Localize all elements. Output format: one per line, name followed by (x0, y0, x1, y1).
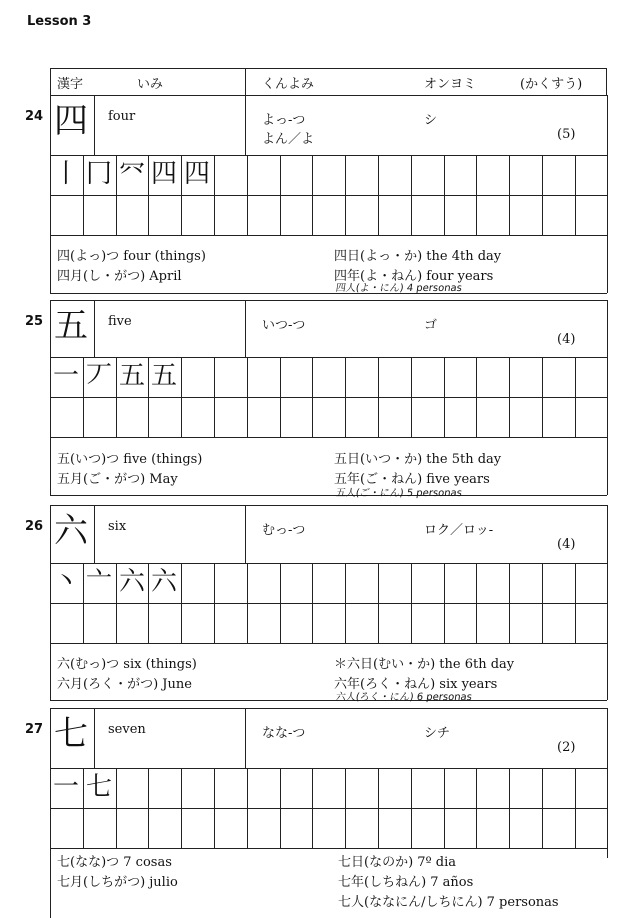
practice-grid-cell (345, 768, 346, 848)
grid-line (50, 808, 607, 809)
entry-left-border (50, 708, 51, 918)
practice-grid-cell (444, 563, 445, 643)
entry-right-border (607, 505, 608, 700)
entry-bottom-border (50, 495, 607, 496)
practice-grid-cell (83, 768, 84, 848)
header-stroke-count: (かくすう) (520, 77, 583, 92)
practice-grid-cell (247, 357, 248, 437)
entry-kanji: 四 (54, 101, 88, 141)
practice-grid-cell (148, 768, 149, 848)
practice-grid-cell (83, 155, 84, 235)
practice-grid-cell (345, 563, 346, 643)
practice-grid-cell (575, 357, 576, 437)
practice-grid-cell (444, 155, 445, 235)
entry-stroke-count: (2) (557, 740, 576, 755)
stroke-order-char: 五 (151, 361, 178, 391)
practice-grid-cell (312, 563, 313, 643)
practice-grid-cell (312, 155, 313, 235)
example-left: 四(よっ)つ four (things) (57, 249, 206, 264)
entry-number: 25 (25, 314, 44, 329)
practice-grid-cell (378, 768, 379, 848)
practice-grid-cell (542, 155, 543, 235)
entry-top-border (50, 95, 607, 96)
grid-line (50, 768, 607, 769)
entry-stroke-count: (4) (557, 332, 576, 347)
meaning-divider (245, 95, 246, 155)
practice-grid-cell (509, 155, 510, 235)
grid-line (50, 357, 607, 358)
practice-grid-cell (280, 357, 281, 437)
practice-grid-cell (345, 155, 346, 235)
entry-onyomi: シ (424, 113, 438, 128)
practice-grid-cell (116, 768, 117, 848)
example-left: 五(いつ)つ five (things) (57, 452, 203, 467)
header-kanji: 漢字 (57, 77, 84, 92)
stroke-order-char: 七 (86, 772, 113, 802)
stroke-order-char: 四 (151, 159, 178, 189)
practice-grid-cell (181, 768, 182, 848)
practice-grid-cell (575, 155, 576, 235)
example-left: 五月(ご・がつ) May (57, 472, 178, 487)
entry-right-border (607, 708, 608, 858)
header-divider (245, 68, 246, 95)
practice-grid-cell (214, 768, 215, 848)
entry-kanji: 五 (54, 306, 88, 346)
practice-grid-cell (476, 768, 477, 848)
stroke-order-char: 六 (151, 567, 178, 597)
practice-grid-cell (378, 357, 379, 437)
grid-line (50, 437, 607, 438)
entry-meaning: four (108, 109, 136, 124)
meaning-divider (245, 300, 246, 357)
example-left: 六月(ろく・がつ) June (57, 677, 192, 692)
practice-grid-cell (116, 357, 117, 437)
example-right: 七年(しちねん) 7 años (338, 875, 474, 890)
grid-line (50, 195, 607, 196)
stroke-order-char: 丶 (53, 567, 80, 597)
grid-line (50, 603, 607, 604)
header-onyomi: オンヨミ (424, 77, 477, 92)
practice-grid-cell (575, 768, 576, 848)
entry-meaning: five (108, 314, 132, 329)
entry-top-border (50, 708, 607, 709)
handwritten-note: 五人(ご・にん) 5 personas (334, 488, 463, 499)
practice-grid-cell (542, 563, 543, 643)
example-right: 七人(ななにん/しちにん) 7 personas (338, 895, 559, 910)
practice-grid-cell (116, 155, 117, 235)
entry-top-border (50, 505, 607, 506)
header-meaning: いみ (137, 77, 164, 92)
entry-onyomi: ゴ (424, 318, 438, 333)
stroke-order-char: 丆 (86, 361, 113, 391)
grid-line (50, 848, 607, 849)
entry-meaning: seven (108, 722, 146, 737)
entry-kunyomi: よっ-つ (262, 113, 306, 128)
example-left: 四月(し・がつ) April (57, 269, 182, 284)
practice-grid-cell (214, 563, 215, 643)
meaning-divider (245, 708, 246, 768)
practice-grid-cell (444, 768, 445, 848)
practice-grid-cell (476, 357, 477, 437)
stroke-order-char: 五 (119, 361, 146, 391)
practice-grid-cell (280, 768, 281, 848)
entry-number: 24 (25, 109, 44, 124)
example-right: ＊六日(むい・か) the 6th day (334, 657, 515, 672)
entry-right-border (607, 95, 608, 293)
example-right: 五年(ご・ねん) five years (334, 472, 490, 487)
example-right: 四年(よ・ねん) four years (334, 269, 494, 284)
practice-grid-cell (280, 563, 281, 643)
practice-grid-cell (181, 155, 182, 235)
practice-grid-cell (148, 357, 149, 437)
practice-grid-cell (214, 357, 215, 437)
grid-line (50, 235, 607, 236)
example-right: 四日(よっ・か) the 4th day (334, 249, 502, 264)
entry-number: 27 (25, 722, 44, 737)
entry-left-border (50, 95, 51, 293)
practice-grid-cell (148, 155, 149, 235)
meaning-divider (245, 505, 246, 563)
stroke-order-char: 丨 (53, 159, 80, 189)
entry-kanji: 七 (54, 714, 88, 754)
entry-right-border (607, 300, 608, 495)
entry-stroke-count: (5) (557, 127, 576, 142)
practice-grid-cell (476, 563, 477, 643)
practice-grid-cell (444, 357, 445, 437)
grid-line (50, 563, 607, 564)
kanji-cell-divider (94, 505, 95, 563)
entry-stroke-count: (4) (557, 537, 576, 552)
practice-grid-cell (247, 563, 248, 643)
practice-grid-cell (476, 155, 477, 235)
stroke-order-char: 一 (53, 772, 80, 802)
example-right: 七日(なのか) 7º dia (338, 855, 457, 870)
entry-kanji: 六 (54, 511, 88, 551)
stroke-order-char: 冂 (86, 159, 113, 189)
entry-kunyomi-2: よん／よ (262, 132, 315, 147)
kanji-cell-divider (94, 708, 95, 768)
stroke-order-char: 㓁 (119, 159, 146, 189)
stroke-order-char: 六 (119, 567, 146, 597)
practice-grid-cell (378, 155, 379, 235)
practice-grid-cell (411, 768, 412, 848)
practice-grid-cell (411, 357, 412, 437)
entry-bottom-border (50, 293, 607, 294)
entry-bottom-border (50, 700, 607, 701)
handwritten-note: 六人(ろく・にん) 6 personas (334, 692, 473, 703)
practice-grid-cell (542, 768, 543, 848)
stroke-order-char: 亠 (86, 567, 113, 597)
lesson-title: Lesson 3 (27, 14, 92, 29)
entry-top-border (50, 300, 607, 301)
header-kunyomi: くんよみ (262, 77, 315, 92)
practice-grid-cell (312, 768, 313, 848)
practice-grid-cell (509, 357, 510, 437)
grid-line (50, 643, 607, 644)
entry-kunyomi: いつ-つ (262, 318, 306, 333)
practice-grid-cell (148, 563, 149, 643)
kanji-cell-divider (94, 95, 95, 155)
example-left: 七(なな)つ 7 cosas (57, 855, 172, 870)
grid-line (50, 155, 607, 156)
grid-line (50, 397, 607, 398)
entry-meaning: six (108, 519, 127, 534)
stroke-order-char: 一 (53, 361, 80, 391)
example-left: 七月(しちがつ) julio (57, 875, 178, 890)
example-right: 五日(いつ・か) the 5th day (334, 452, 502, 467)
practice-grid-cell (411, 563, 412, 643)
practice-grid-cell (509, 563, 510, 643)
example-right: 六年(ろく・ねん) six years (334, 677, 498, 692)
practice-grid-cell (345, 357, 346, 437)
practice-grid-cell (83, 563, 84, 643)
practice-grid-cell (181, 357, 182, 437)
entry-kunyomi: むっ-つ (262, 523, 306, 538)
practice-grid-cell (214, 155, 215, 235)
practice-grid-cell (247, 768, 248, 848)
handwritten-note: 四人(よ・にん) 4 personas (334, 283, 463, 294)
kanji-cell-divider (94, 300, 95, 357)
practice-grid-cell (247, 155, 248, 235)
practice-grid-cell (181, 563, 182, 643)
practice-grid-cell (280, 155, 281, 235)
stroke-order-char: 四 (184, 159, 211, 189)
entry-onyomi: ロク／ロッ- (424, 523, 494, 538)
practice-grid-cell (378, 563, 379, 643)
practice-grid-cell (575, 563, 576, 643)
practice-grid-cell (542, 357, 543, 437)
example-left: 六(むっ)つ six (things) (57, 657, 197, 672)
practice-grid-cell (83, 357, 84, 437)
entry-kunyomi: なな-つ (262, 726, 306, 741)
practice-grid-cell (411, 155, 412, 235)
practice-grid-cell (312, 357, 313, 437)
practice-grid-cell (116, 563, 117, 643)
practice-grid-cell (509, 768, 510, 848)
entry-onyomi: シチ (424, 726, 451, 741)
entry-number: 26 (25, 519, 44, 534)
